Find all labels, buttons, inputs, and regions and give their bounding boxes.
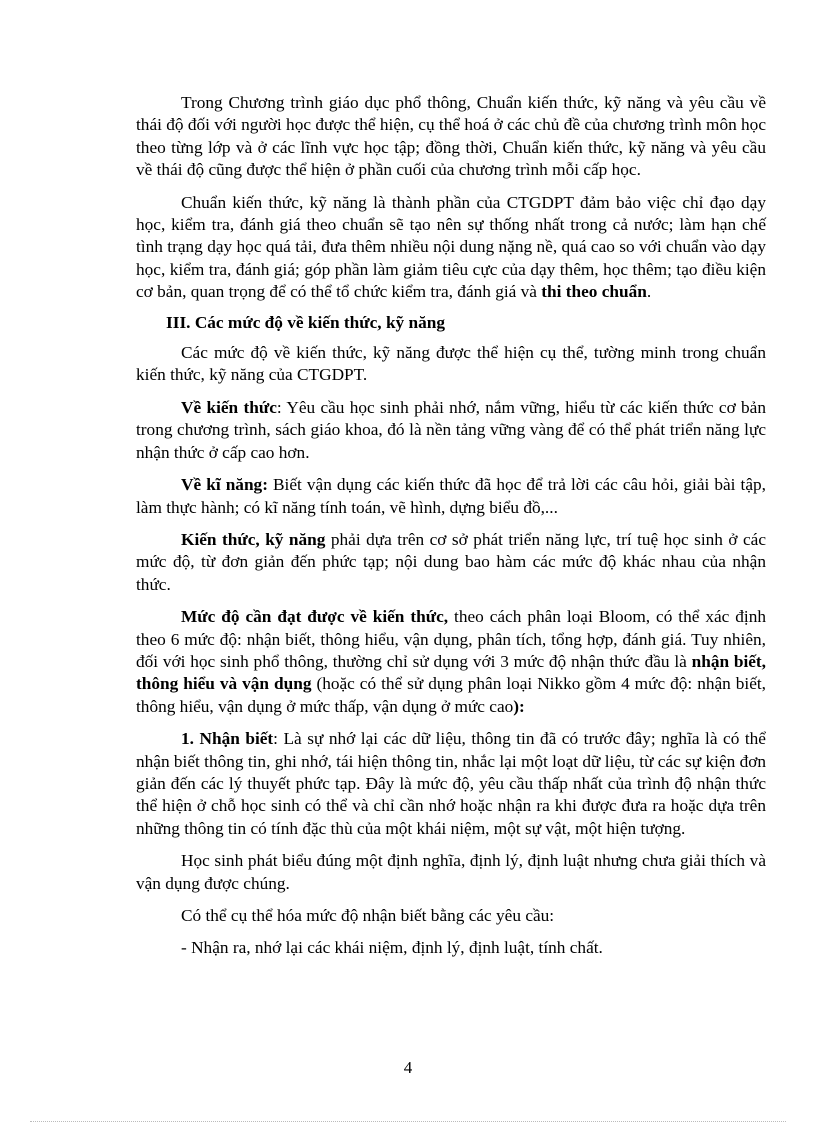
section-heading: III. Các mức độ về kiến thức, kỹ năng (166, 312, 446, 332)
paragraph-5 (136, 474, 766, 519)
paragraph-5-bold: Về kĩ năng: (181, 475, 268, 495)
page-number: 4 (403, 1058, 413, 1077)
paragraph-7-bold-3: ): (513, 696, 525, 716)
paragraph-2-bold: thi theo chuẩn (541, 282, 647, 302)
document-page (136, 92, 766, 968)
paragraph-1: Trong Chương trình giáo dục phổ thông, Chuẩn kiến thức, kỹ năng và yêu cầu về thái độ đối với người học được thể hiện, cụ thể hoá ở các chủ đề của chương trình môn học theo từng lớp và ở các lĩnh vực học tập; đồng thời, Chuẩn kiến thức, kỹ năng và yêu cầu về thái độ cũng được thể hiện ở phần cuối của chương trình mỗi cấp học. (136, 93, 766, 180)
paragraph-6 (136, 529, 766, 596)
paragraph-3: Các mức độ về kiến thức, kỹ năng được thể hiện cụ thể, tường minh trong chuẩn kiến thức, kỹ năng của CTGDPT. (136, 343, 766, 385)
paragraph-2 (136, 192, 766, 304)
paragraph-4-bold: Về kiến thức (181, 397, 277, 417)
paragraph-7-bold-2: nhận biết, thông hiểu và vận dụng (136, 651, 767, 694)
bullet-item-1: - Nhận ra, nhớ lại các khái niệm, định lý, định luật, tính chất. (181, 938, 603, 958)
paragraph-6-bold: Kiến thức, kỹ năng (181, 529, 326, 549)
paragraph-7 (136, 606, 766, 718)
paragraph-2-text: Chuẩn kiến thức, kỹ năng là thành phần của CTGDPT đảm bảo việc chỉ đạo dạy học, kiểm tra, đánh giá theo chuẩn sẽ tạo nên sự thống nhất trong cả nước; làm hạn chế tình trạng dạy học quá tải, đưa thêm nhiều nội dung nặng nề, quá cao so với chuẩn vào dạy học, kiểm tra, đánh giá; góp phần làm giảm tiêu cực của dạy thêm, học thêm; tạo điều kiện cơ bản, quan trọng để có thể tổ chức kiểm tra, đánh giá và (136, 192, 766, 302)
paragraph-7-text: theo cách phân loại Bloom, có thể xác định theo 6 mức độ: nhận biết, thông hiểu, vận dụng, phân tích, tổng hợp, đánh giá. Tuy nhiên, đối với học sinh phổ thông, thường chỉ sử dụng với 3 mức độ nhận thức đầu là (136, 607, 766, 671)
paragraph-7-bold: Mức độ cần đạt được về kiến thức, (181, 607, 449, 627)
paragraph-8-text: : Là sự nhớ lại các dữ liệu, thông tin đã có trước đây; nghĩa là có thể nhận biết thông tin, ghi nhớ, tái hiện thông tin, nhắc lại một loạt dữ liệu, từ các sự kiện đơn giản đến các lý thuyết phức tạp. Đây là mức độ, yêu cầu thấp nhất của trình độ nhận thức thể hiện ở chỗ học sinh có thể và chỉ cần nhớ hoặc nhận ra khi được đưa ra hoặc dựa trên những thông tin có tính đặc thù của một khái niệm, một sự vật, một hiện tượng. (136, 729, 766, 838)
paragraph-8 (136, 728, 766, 840)
paragraph-8-bold: 1. Nhận biết (181, 729, 274, 749)
paragraph-2-end: . (646, 282, 652, 302)
footer-divider (30, 1121, 786, 1122)
paragraph-5-text: Biết vận dụng các kiến thức đã học để trả lời các câu hỏi, giải bài tập, làm thực hành; có kĩ năng tính toán, vẽ hình, dựng biểu đồ,... (136, 475, 766, 517)
paragraph-7-text-2: (hoặc có thể sử dụng phân loại Nikko gồm 4 mức độ: nhận biết, thông hiểu, vận dụng ở mức thấp, vận dụng ở mức cao (136, 674, 766, 716)
paragraph-6-text: phải dựa trên cơ sở phát triển năng lực, trí tuệ học sinh ở các mức độ, từ đơn giản đến phức tạp; nội dung bao hàm các mức độ khác nhau của nhận thức. (136, 529, 766, 594)
paragraph-10: Có thể cụ thể hóa mức độ nhận biết bằng các yêu cầu: (181, 906, 555, 925)
paragraph-9: Học sinh phát biểu đúng một định nghĩa, định lý, định luật nhưng chưa giải thích và vận dụng được chúng. (136, 851, 766, 893)
paragraph-4 (136, 397, 766, 464)
paragraph-4-text: : Yêu cầu học sinh phải nhớ, nắm vững, hiểu từ các kiến thức cơ bản trong chương trình, sách giáo khoa, đó là nền tảng vững vàng để có thể phát triển năng lực nhận thức ở cấp cao hơn. (136, 397, 766, 462)
